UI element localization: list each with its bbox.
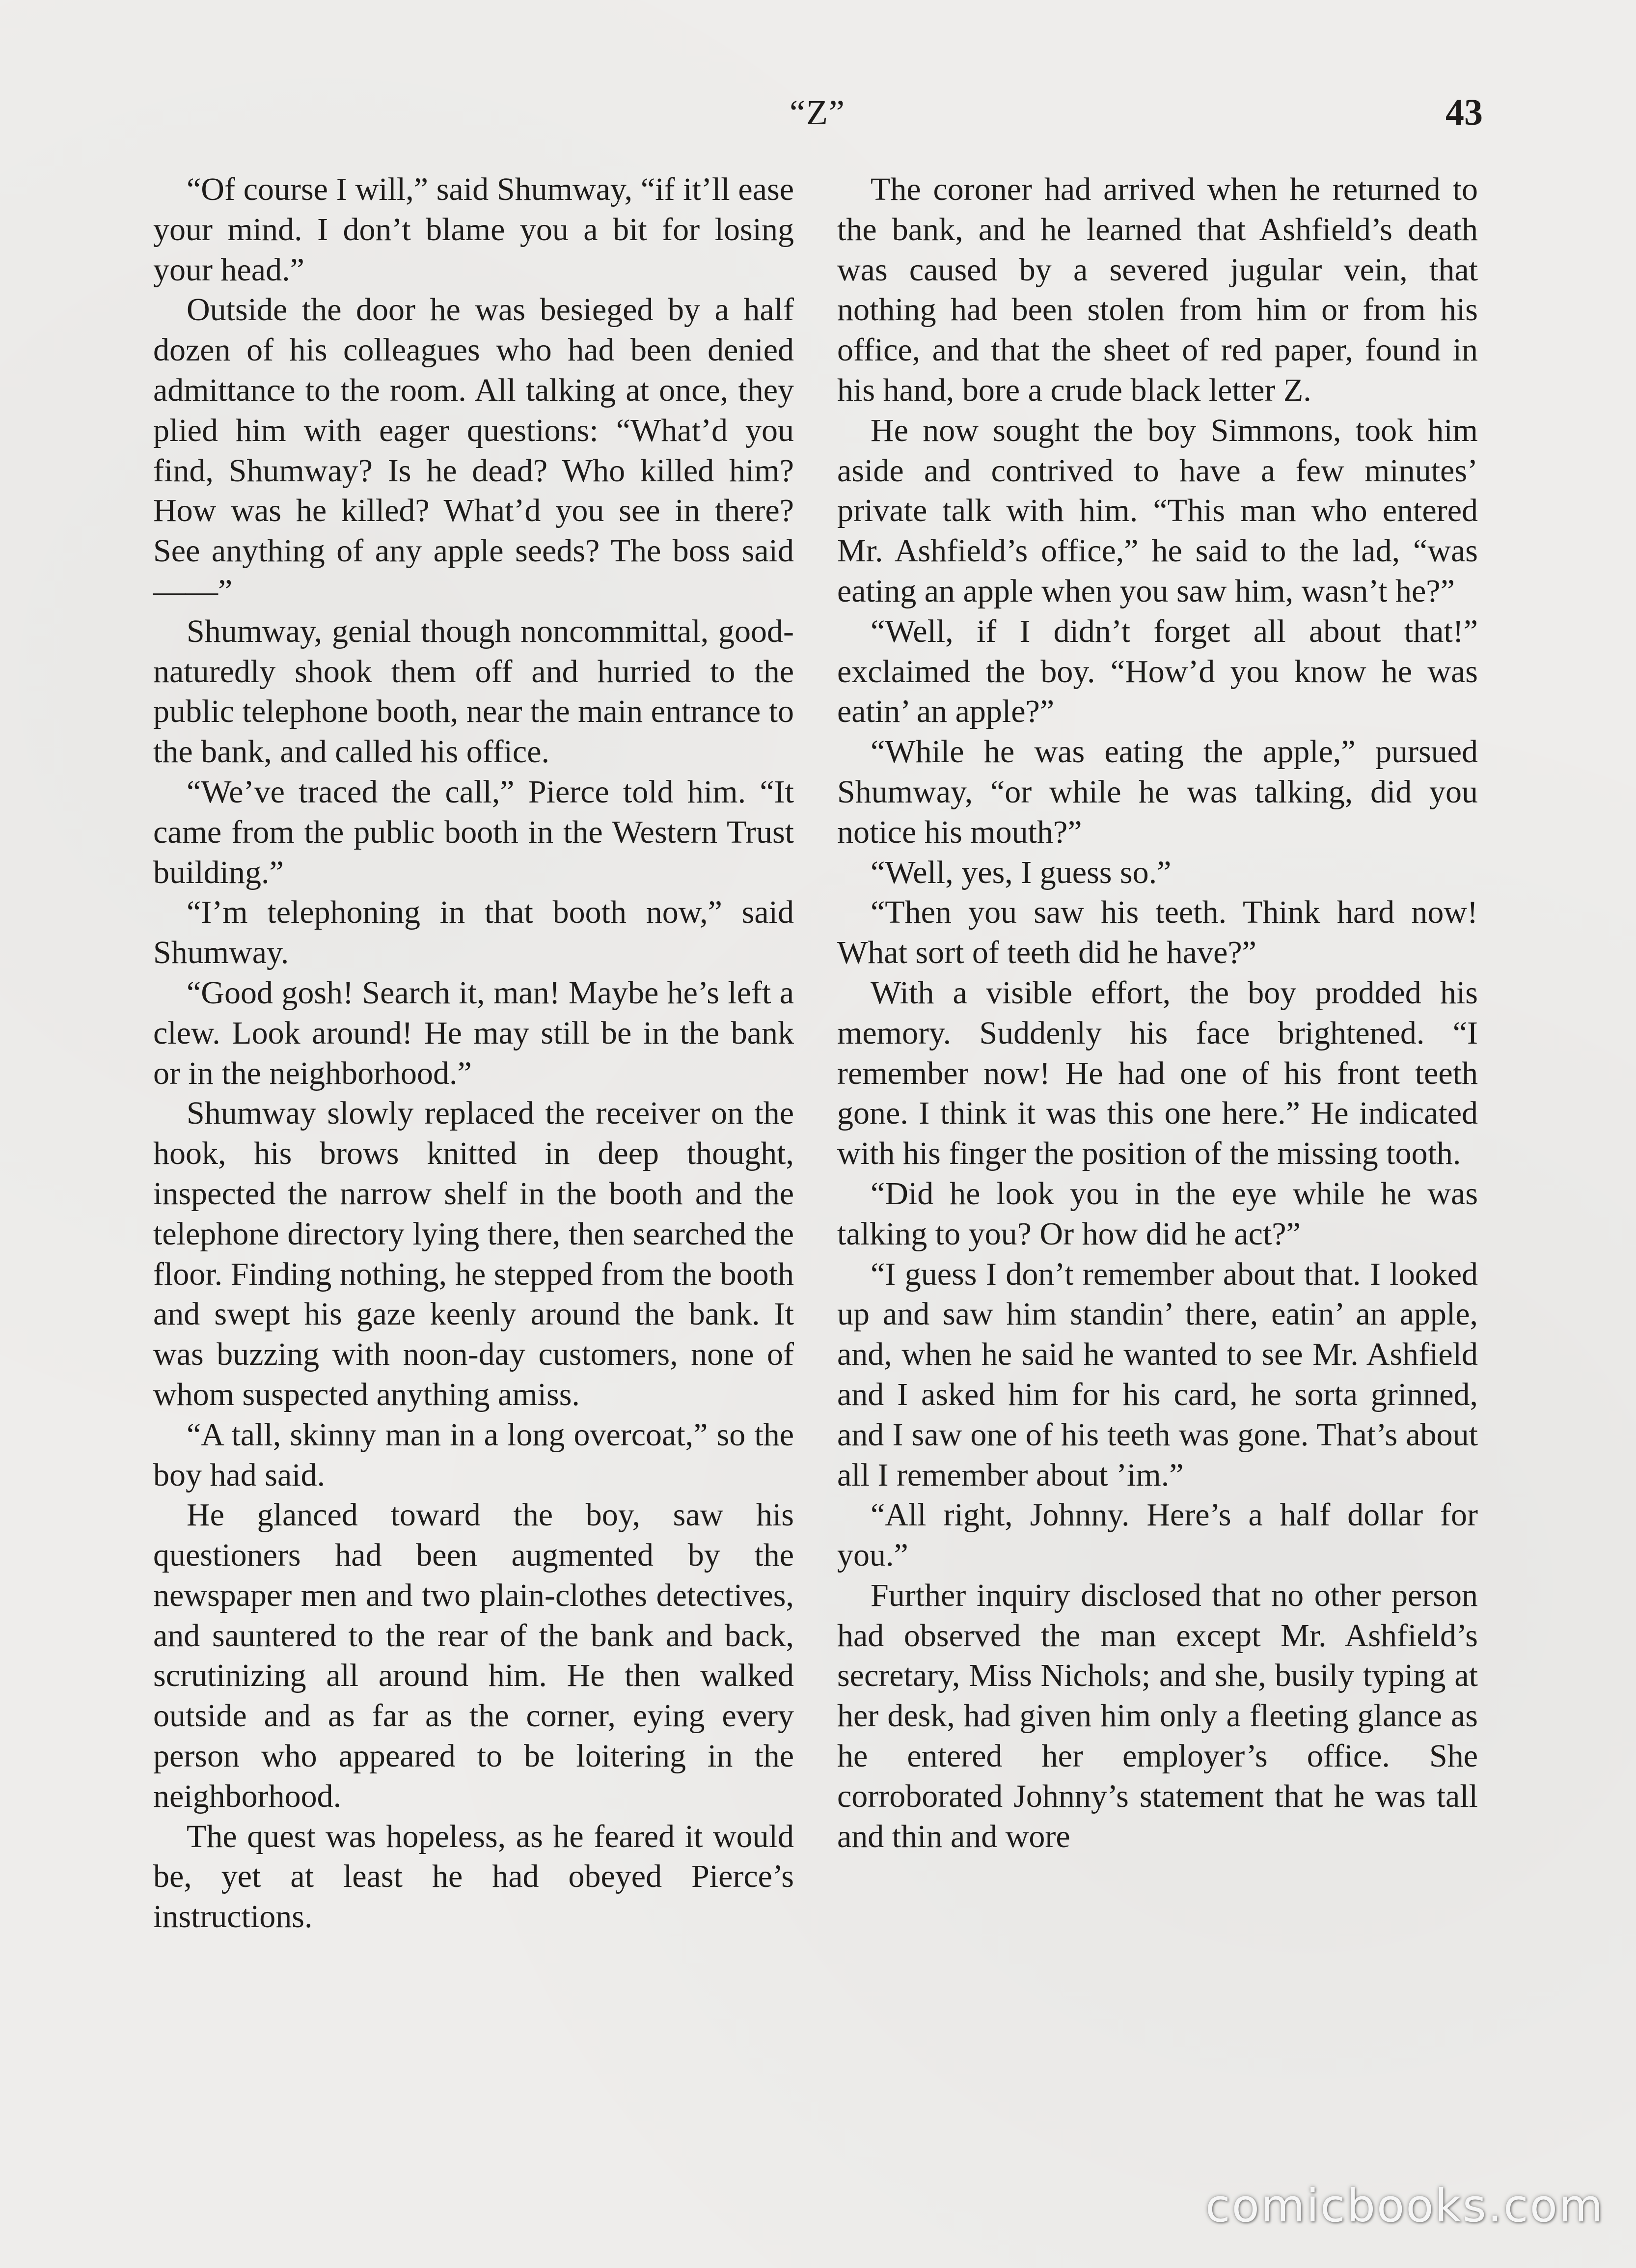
paragraph: “Then you saw his teeth. Think hard now! What sort of teeth did he have?”: [837, 894, 1478, 971]
paragraph: Shumway slowly replaced the receiver on the hook, his brows knitted in deep thought, inspected the narrow shelf in the booth and the telephone directory lying there, then searched the floor. Finding nothing, he stepped from the booth and swept his gaze keenly around the bank. It was buzzing with noon-day customers, none of whom suspected anything amiss.: [153, 1095, 794, 1412]
paragraph: “Did he look you in the eye while he was talking to you? Or how did he act?”: [837, 1175, 1478, 1252]
paragraph: “All right, Johnny. Here’s a half dollar for you.”: [837, 1497, 1478, 1574]
paragraph: “We’ve traced the call,” Pierce told him. “It came from the public booth in the Western Trust building.”: [153, 774, 794, 890]
watermark: comicbooks.com: [1205, 2180, 1605, 2232]
running-head: “Z”: [790, 93, 845, 132]
left-column: [153, 169, 794, 1937]
paragraph: “Of course I will,” said Shumway, “if it’ll ease your mind. I don’t blame you a bit for losing your head.”: [153, 171, 794, 288]
paragraph: Outside the door he was besieged by a half dozen of his colleagues who had been denied admittance to the room. All talking at once, they plied him with eager questions: “What’d you find, Shumway? Is he dead? Who killed him? How was he killed? What’d you see in there? See anything of any apple seeds? The boss said——”: [153, 292, 794, 609]
paragraph: “Well, yes, I guess so.”: [871, 854, 1172, 890]
paragraph: “While he was eating the apple,” pursued Shumway, “or while he was talking, did you notice his mouth?”: [837, 734, 1478, 850]
paragraph: Further inquiry disclosed that no other person had observed the man except Mr. Ashfield’s secretary, Miss Nichols; and she, busily typing at her desk, had given him only a fleeting glance as he entered her employer’s office. She corroborated Johnny’s statement that he was tall and thin and wore: [837, 1577, 1478, 1854]
paragraph: “I’m telephoning in that booth now,” said Shumway.: [153, 894, 794, 971]
paragraph: “Well, if I didn’t forget all about that!” exclaimed the boy. “How’d you know he was eatin’ an apple?”: [837, 613, 1478, 730]
paragraph: The quest was hopeless, as he feared it would be, yet at least he had obeyed Pierce’s instructions.: [153, 1818, 794, 1935]
page-number: 43: [1445, 92, 1483, 133]
paragraph: Shumway, genial though noncommittal, good-naturedly shook them off and hurried to the public telephone booth, near the main entrance to the bank, and called his office.: [153, 613, 794, 770]
paragraph: The coroner had arrived when he returned to the bank, and he learned that Ashfield’s death was caused by a severed jugular vein, that nothing had been stolen from him or from his office, and that the sheet of red paper, found in his hand, bore a crude black letter Z.: [837, 171, 1478, 408]
paragraph: “A tall, skinny man in a long overcoat,” so the boy had said.: [153, 1416, 794, 1493]
paragraph: “I guess I don’t remember about that. I looked up and saw him standin’ there, eatin’ an apple, and, when he said he wanted to see Mr. Ashfield and I asked him for his card, he sorta grinned, and I saw one of his teeth was gone. That’s about all I remember about ’im.”: [837, 1256, 1478, 1493]
paragraph: “Good gosh! Search it, man! Maybe he’s left a clew. Look around! He may still be in the bank or in the neighborhood.”: [153, 974, 794, 1091]
paragraph: With a visible effort, the boy prodded his memory. Suddenly his face brightened. “I remember now! He had one of his front teeth gone. I think it was this one here.” He indicated with his finger the position of the missing tooth.: [837, 974, 1478, 1172]
paragraph: He glanced toward the boy, saw his questioners had been augmented by the newspaper men and two plain-clothes detectives, and sauntered to the rear of the bank and back, scrutinizing all around him. He then walked outside and as far as the corner, eying every person who appeared to be loitering in the neighborhood.: [153, 1497, 794, 1814]
right-column: [837, 169, 1478, 1856]
paragraph: He now sought the boy Simmons, took him aside and contrived to have a few minutes’ private talk with him. “This man who entered Mr. Ashfield’s office,” he said to the lad, “was eating an apple when you saw him, wasn’t he?”: [837, 412, 1478, 609]
